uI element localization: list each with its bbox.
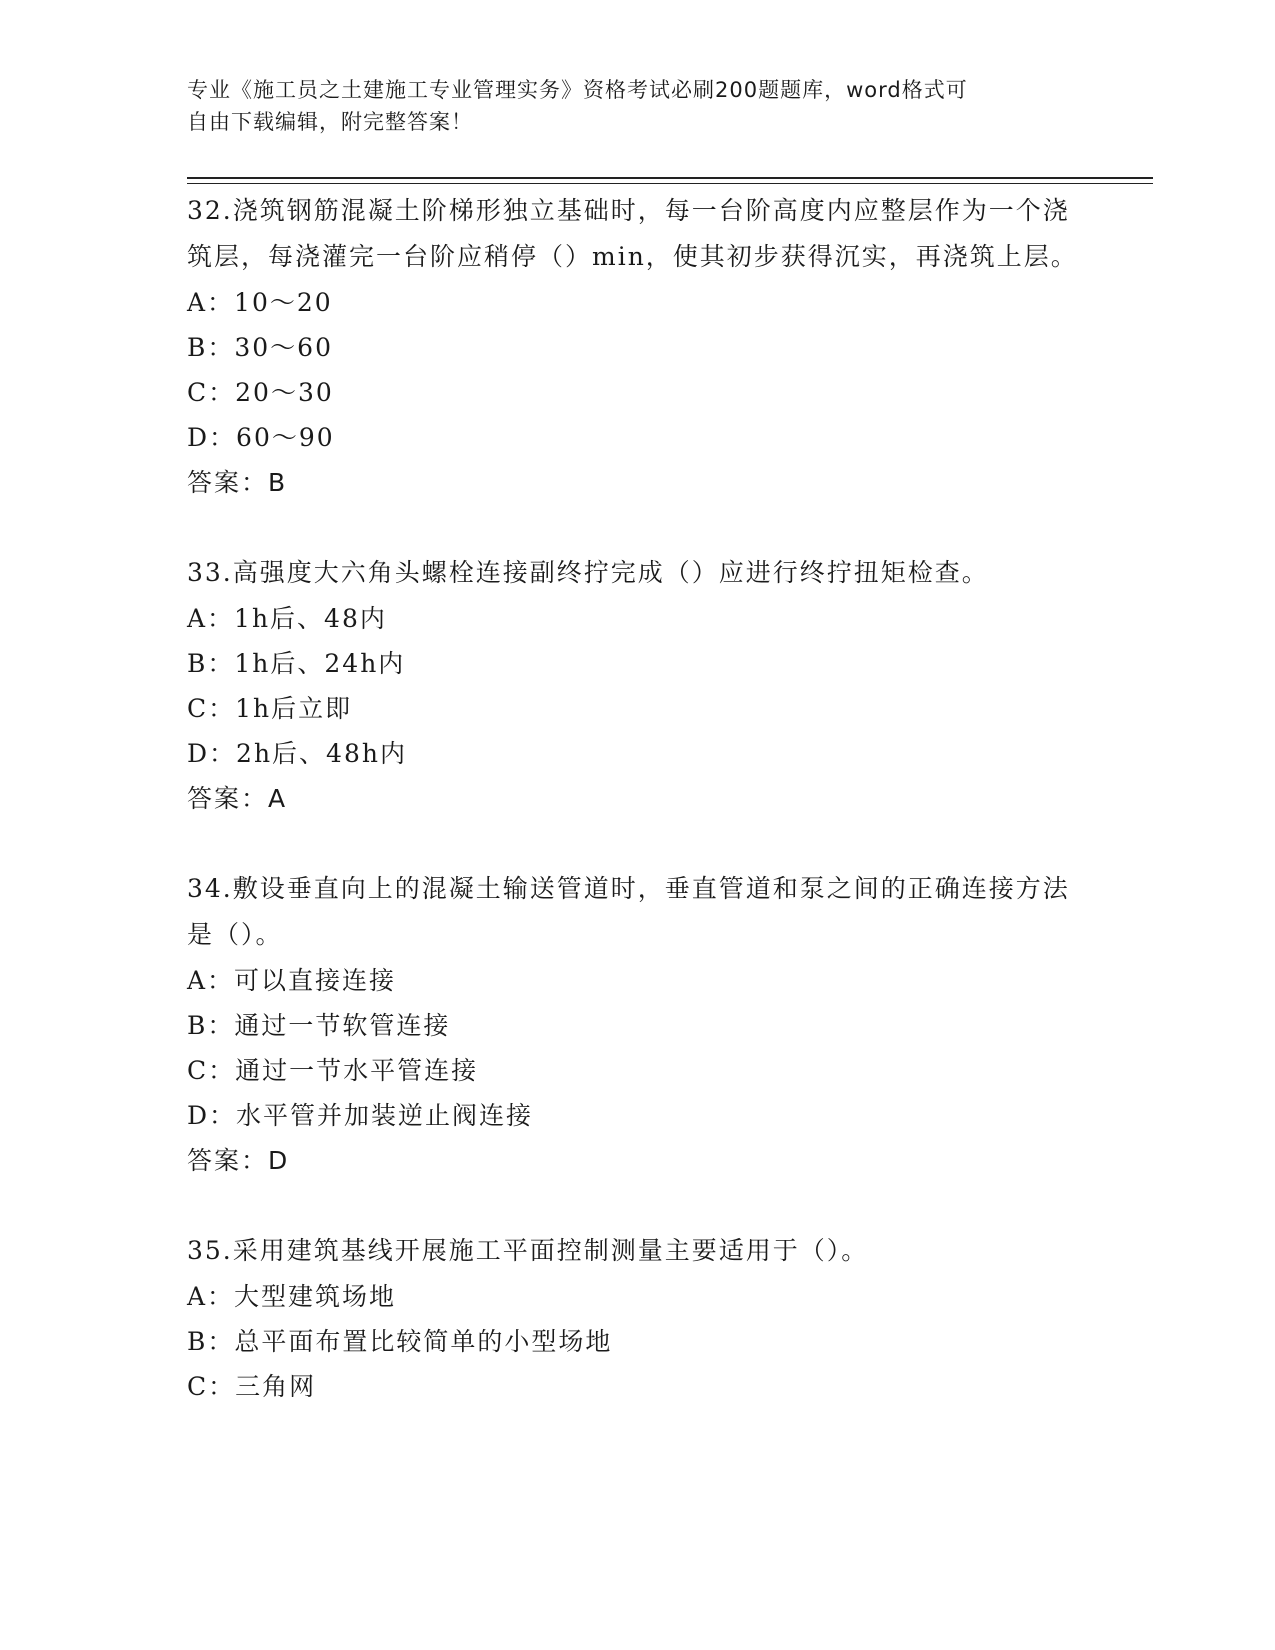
option-c: C：通过一节水平管连接 xyxy=(187,1056,479,1085)
option-a: A：可以直接连接 xyxy=(187,966,397,995)
question-spacer xyxy=(187,505,1087,550)
option-a: A：大型建筑场地 xyxy=(187,1282,397,1311)
question-text: 34.敷设垂直向上的混凝土输送管道时，垂直管道和泵之间的正确连接方法是（）。 xyxy=(187,874,1070,949)
option-c: C：1h后立即 xyxy=(187,694,353,723)
question-spacer xyxy=(187,821,1087,866)
header-divider-thin xyxy=(187,183,1153,184)
answer-label: 答案：A xyxy=(187,784,288,813)
header-line-1: 专业《施工员之土建施工专业管理实务》资格考试必刷200题题库，word格式可 xyxy=(187,78,968,102)
option-c: C：三角网 xyxy=(187,1372,317,1401)
option-b: B：1h后、24h内 xyxy=(187,649,406,678)
option-d: D：水平管并加装逆止阀连接 xyxy=(187,1101,534,1130)
question-34 xyxy=(187,866,1087,1183)
option-b: B：通过一节软管连接 xyxy=(187,1011,451,1040)
question-text: 33.高强度大六角头螺栓连接副终拧完成（）应进行终拧扭矩检查。 xyxy=(187,558,989,587)
header-divider-thick xyxy=(187,177,1153,179)
question-spacer xyxy=(187,1183,1087,1228)
option-a: A：1h后、48内 xyxy=(187,604,387,633)
option-c: C：20～30 xyxy=(187,378,334,407)
question-32 xyxy=(187,188,1087,505)
question-text: 35.采用建筑基线开展施工平面控制测量主要适用于（）。 xyxy=(187,1236,869,1265)
option-d: D：2h后、48h内 xyxy=(187,739,407,768)
question-33 xyxy=(187,550,1087,821)
question-text: 32.浇筑钢筋混凝土阶梯形独立基础时，每一台阶高度内应整层作为一个浇筑层，每浇灌完一台阶应稍停（）min，使其初步获得沉实，再浇筑上层。 xyxy=(187,196,1078,271)
option-a: A：10～20 xyxy=(187,288,333,317)
answer-label: 答案：B xyxy=(187,468,288,497)
answer-label: 答案：D xyxy=(187,1146,290,1175)
option-b: B：30～60 xyxy=(187,333,333,362)
question-list xyxy=(187,188,1087,1409)
question-35 xyxy=(187,1228,1087,1409)
document-header xyxy=(187,74,1067,138)
header-line-2: 自由下载编辑，附完整答案！ xyxy=(187,110,473,134)
option-b: B：总平面布置比较简单的小型场地 xyxy=(187,1327,613,1356)
option-d: D：60～90 xyxy=(187,423,335,452)
